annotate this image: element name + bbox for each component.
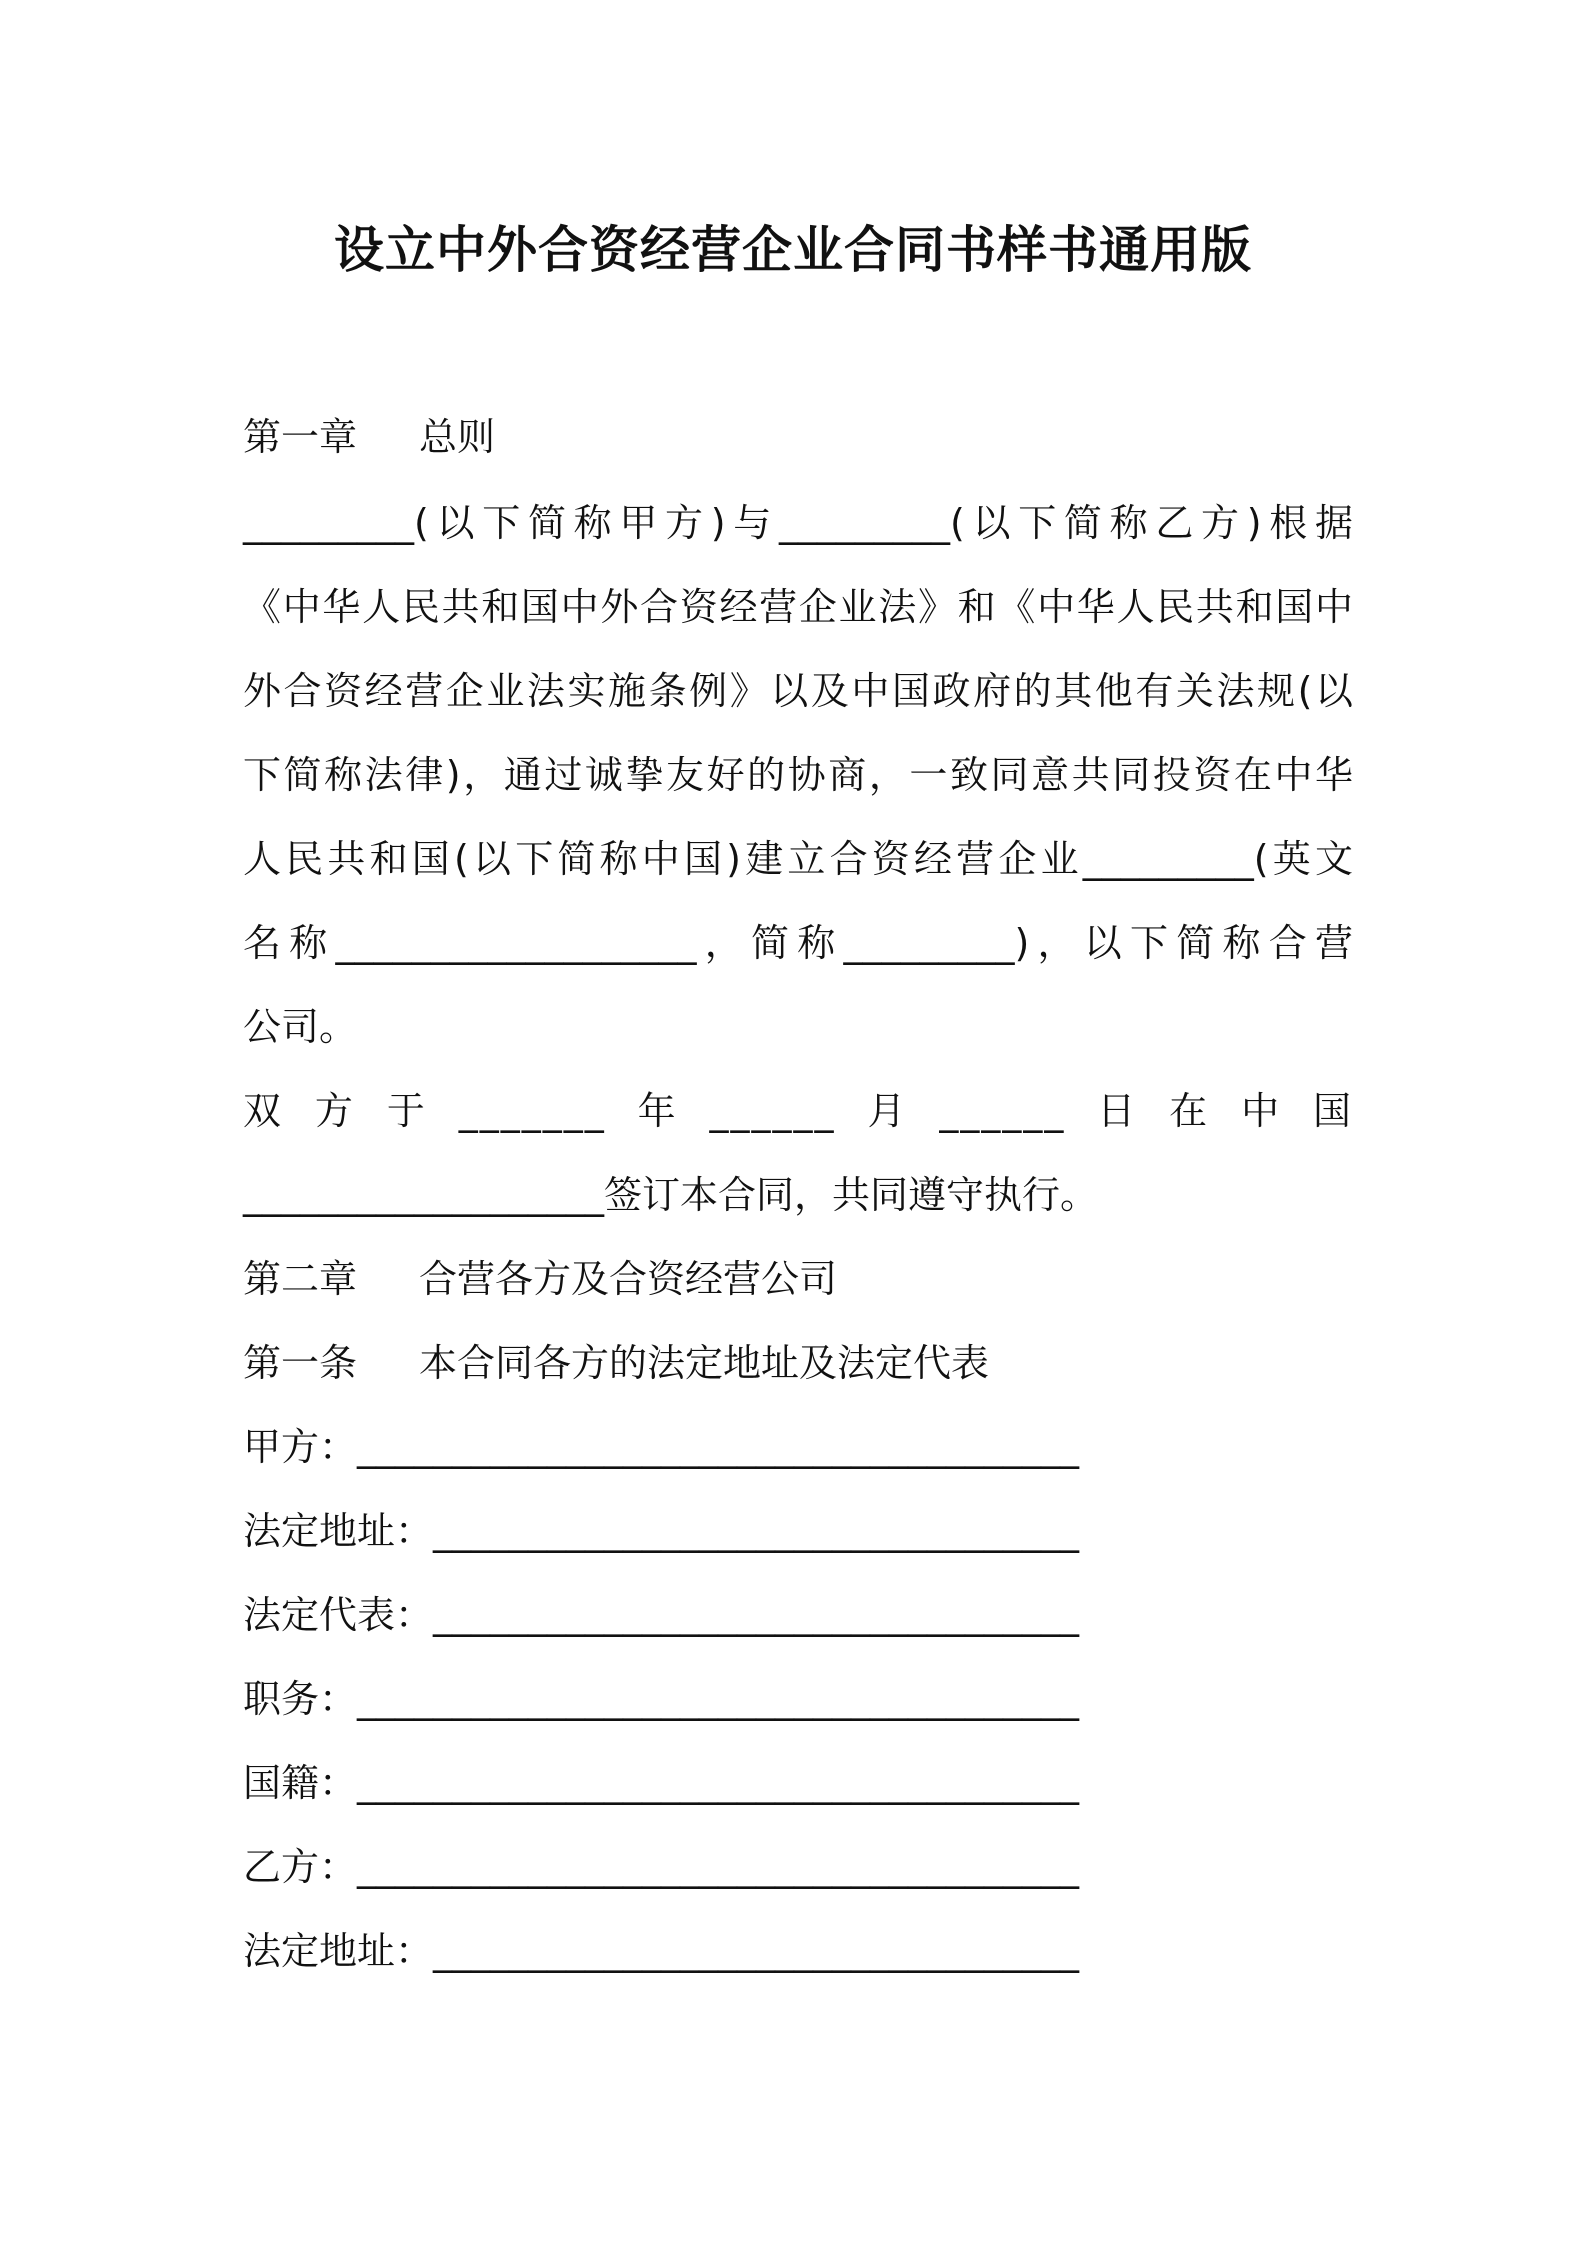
field-party-a	[243, 1422, 1079, 1472]
chapter-number: 第一章	[243, 415, 358, 459]
field-blank: ______________________________________	[357, 1425, 1080, 1469]
field-party-b	[243, 1842, 1079, 1892]
field-blank: __________________________________	[433, 1929, 1080, 1973]
field-label: 甲方：	[243, 1425, 358, 1469]
document-title: 设立中外合资经营企业合同书样书通用版	[334, 221, 1252, 279]
paragraph-line: 公司。	[243, 1005, 358, 1049]
field-label: 法定地址：	[243, 1509, 434, 1553]
field-blank: ______________________________________	[357, 1677, 1080, 1721]
field-legal-address-b	[243, 1926, 1079, 1976]
paragraph-line: 下简称法律)，通过诚挚友好的协商，一致同意共同投资在中华	[243, 753, 1353, 797]
article-number: 第一条	[243, 1341, 358, 1385]
field-label: 乙方：	[243, 1845, 358, 1889]
paragraph-line: 双方于_______年______月______日在中国	[243, 1089, 1353, 1133]
chapter-title: 总则	[419, 415, 496, 459]
field-legal-representative	[243, 1590, 1079, 1640]
chapter-number: 第二章	[243, 1257, 358, 1301]
paragraph-line: 外合资经营企业法实施条例》以及中国政府的其他有关法规(以	[243, 669, 1353, 713]
field-blank: __________________________________	[433, 1593, 1080, 1637]
field-blank: ______________________________________	[357, 1761, 1080, 1805]
paragraph-line: _________(以下简称甲方)与_________(以下简称乙方)根据	[243, 501, 1353, 545]
field-label: 法定地址：	[243, 1929, 434, 1973]
paragraph-line: 名称___________________，简称_________)，以下简称合营	[243, 921, 1353, 965]
paragraph-line: ___________________签订本合同，共同遵守执行。	[243, 1173, 1099, 1217]
field-label: 职务：	[243, 1677, 358, 1721]
chapter-title: 合营各方及合资经营公司	[419, 1257, 838, 1301]
chapter-heading	[243, 412, 495, 462]
field-label: 法定代表：	[243, 1593, 434, 1637]
chapter-heading	[243, 1254, 837, 1304]
paragraph-line: 《中华人民共和国中外合资经营企业法》和《中华人民共和国中	[243, 585, 1353, 629]
field-blank: ______________________________________	[357, 1845, 1080, 1889]
paragraph-line: 人民共和国(以下简称中国)建立合资经营企业_________(英文	[243, 837, 1353, 881]
field-position	[243, 1674, 1079, 1724]
field-nationality	[243, 1758, 1079, 1808]
article-title: 本合同各方的法定地址及法定代表	[419, 1341, 990, 1385]
field-legal-address	[243, 1506, 1079, 1556]
field-blank: __________________________________	[433, 1509, 1080, 1553]
field-label: 国籍：	[243, 1761, 358, 1805]
article-heading	[243, 1338, 989, 1388]
